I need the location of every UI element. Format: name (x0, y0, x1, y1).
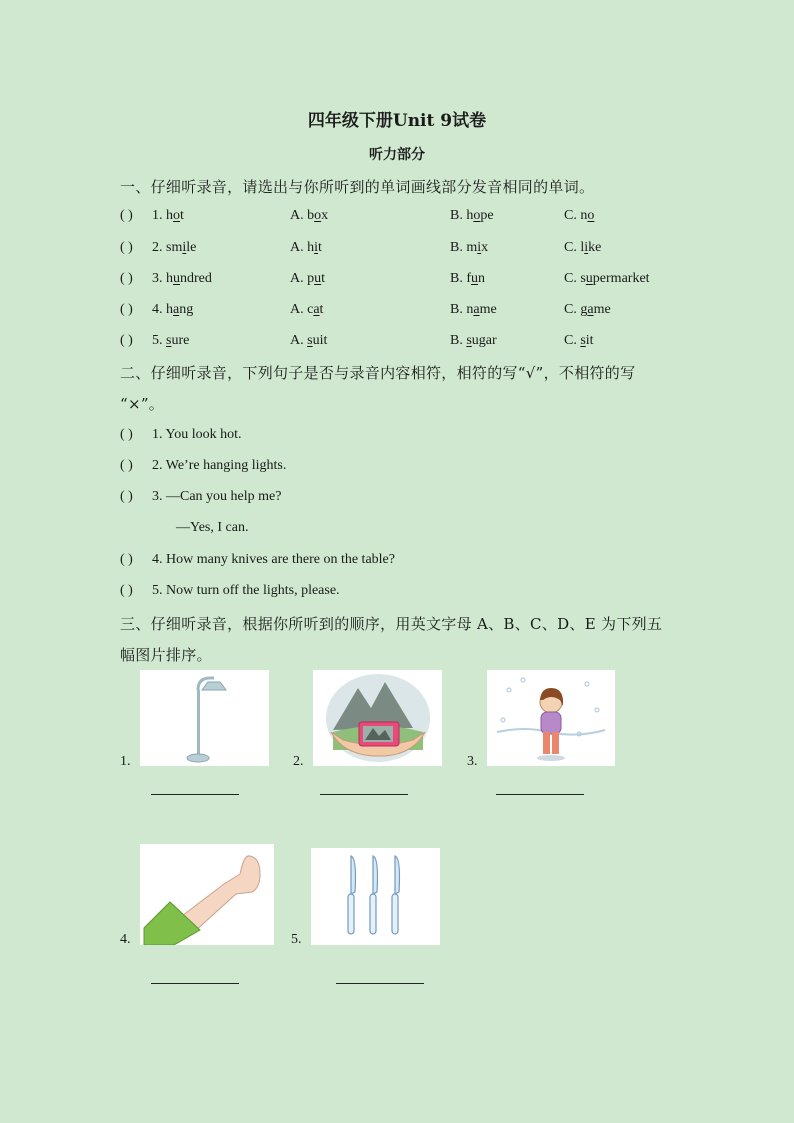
page-title: 四年级下册Unit 9试卷 (307, 111, 487, 131)
underlined-letter: i (477, 240, 482, 255)
question-word (152, 240, 196, 256)
question-word (152, 302, 193, 318)
section1-instruction: 一、仔细听录音，请选出与你所听到的单词画线部分发音相同的单词。 (120, 178, 595, 196)
picture-1 (140, 670, 269, 766)
option-b (450, 240, 488, 256)
option-c (564, 333, 594, 349)
underlined-letter: s (580, 333, 586, 348)
word-part: me (593, 302, 611, 317)
option-a (290, 333, 327, 349)
question-number: 4. (152, 302, 163, 317)
option-c (564, 240, 601, 256)
picture-label: 4. (120, 932, 131, 947)
s2-sentence: 4. How many knives are there on the table? (152, 552, 395, 567)
answer-paren[interactable]: ( ) (120, 333, 133, 348)
word-part: A. h (290, 240, 315, 255)
word-part: ndred (180, 271, 212, 286)
s2-paren: ( ) (120, 427, 133, 442)
option-c (564, 271, 650, 287)
answer-paren[interactable]: ( ) (120, 271, 133, 286)
underlined-letter: u (314, 271, 322, 286)
option-b (450, 333, 497, 349)
question-number: 3. (152, 271, 163, 286)
section2-instruction-line2: “×”。 (120, 395, 165, 413)
word-part: le (186, 240, 197, 255)
answer-blank-5[interactable] (336, 983, 424, 984)
word-part: t (319, 302, 324, 317)
underlined-letter: a (313, 302, 320, 317)
picture-3 (487, 670, 615, 766)
underlined-letter: i (314, 240, 319, 255)
word-part: h (166, 302, 173, 317)
word-part: sm (166, 240, 183, 255)
word-part: B. (450, 333, 467, 348)
answer-blank-1[interactable] (151, 794, 239, 795)
s2-paren: ( ) (120, 552, 133, 567)
word-part: C. s (564, 271, 586, 286)
word-part: A. b (290, 208, 315, 223)
question-number: 2. (152, 240, 163, 255)
option-b (450, 302, 497, 318)
answer-paren[interactable]: ( ) (120, 302, 133, 317)
underlined-letter: o (587, 208, 595, 223)
answer-blank-3[interactable] (496, 794, 584, 795)
word-part: ure (171, 333, 190, 348)
picture-4 (140, 844, 274, 945)
word-part: permarket (592, 271, 650, 286)
question-word (152, 271, 212, 287)
underlined-letter: a (173, 302, 180, 317)
s2-reply: —Yes, I can. (176, 520, 249, 535)
option-a (290, 302, 323, 318)
answer-blank-4[interactable] (151, 983, 239, 984)
answer-paren[interactable]: ( ) (120, 208, 133, 223)
picture-2 (313, 670, 442, 766)
word-part: B. n (450, 302, 474, 317)
word-part: t (180, 208, 184, 223)
word-part: ugar (471, 333, 497, 348)
option-b (450, 208, 494, 224)
word-part: ng (179, 302, 194, 317)
picture-label: 3. (467, 754, 478, 769)
underlined-letter: o (473, 208, 481, 223)
picture-label: 5. (291, 932, 302, 947)
picture-label: 2. (293, 754, 304, 769)
word-part: t (321, 271, 326, 286)
word-part: B. m (450, 240, 478, 255)
word-part: C. g (564, 302, 588, 317)
underlined-letter: u (173, 271, 180, 286)
picture-label: 1. (120, 754, 131, 769)
underlined-letter: a (587, 302, 594, 317)
s2-paren: ( ) (120, 458, 133, 473)
s2-sentence: 2. We’re hanging lights. (152, 458, 287, 473)
s2-paren: ( ) (120, 583, 133, 598)
shower-icon (140, 670, 269, 766)
underlined-letter: s (307, 333, 313, 348)
answer-blank-2[interactable] (320, 794, 408, 795)
section2-instruction-line1: 二、仔细听录音，下列句子是否与录音内容相符，相符的写“√”，不相符的写 (120, 364, 636, 382)
underlined-letter: s (166, 333, 172, 348)
question-word (152, 208, 184, 224)
word-part: h (166, 208, 173, 223)
s2-sentence: 3. —Can you help me? (152, 489, 282, 504)
word-part: A. p (290, 271, 315, 286)
option-c (564, 302, 611, 318)
question-number: 5. (152, 333, 163, 348)
word-part: A. (290, 333, 308, 348)
picture-5 (311, 848, 440, 945)
question-number: 1. (152, 208, 163, 223)
section-subtitle: 听力部分 (369, 147, 425, 163)
section3-instruction-line1: 三、仔细听录音，根据你所听到的顺序，用英文字母 A、B、C、D、E 为下列五 (120, 615, 663, 633)
word-part: C. n (564, 208, 588, 223)
option-a (290, 208, 328, 224)
s2-sentence: 1. You look hot. (152, 427, 242, 442)
word-part: h (166, 271, 173, 286)
s2-paren: ( ) (120, 489, 133, 504)
answer-paren[interactable]: ( ) (120, 240, 133, 255)
section3-instruction-line2: 幅图片排序。 (120, 646, 212, 664)
underlined-letter: u (471, 271, 478, 286)
word-part: n (478, 271, 485, 286)
underlined-letter: i (584, 240, 589, 255)
word-part: it (585, 333, 594, 348)
word-part: B. h (450, 208, 474, 223)
underlined-letter: u (585, 271, 593, 286)
word-part: x (481, 240, 489, 255)
word-part: uit (312, 333, 328, 348)
leg-foot-icon (140, 844, 274, 945)
knives-icon (311, 848, 440, 945)
word-part: B. f (450, 271, 471, 286)
word-part: t (318, 240, 322, 255)
underlined-letter: a (473, 302, 480, 317)
underlined-letter: o (314, 208, 322, 223)
cold-girl-icon (487, 670, 615, 766)
option-a (290, 271, 325, 287)
underlined-letter: i (182, 240, 187, 255)
word-part: C. l (564, 240, 585, 255)
s2-sentence: 5. Now turn off the lights, please. (152, 583, 340, 598)
question-word (152, 333, 189, 349)
word-part: me (479, 302, 497, 317)
word-part: pe (480, 208, 494, 223)
camera-photo-icon (313, 670, 442, 766)
option-c (564, 208, 594, 224)
word-part: x (321, 208, 329, 223)
word-part: C. (564, 333, 581, 348)
word-part: A. c (290, 302, 314, 317)
word-part: ke (588, 240, 602, 255)
option-a (290, 240, 322, 256)
underlined-letter: o (173, 208, 180, 223)
option-b (450, 271, 485, 287)
underlined-letter: s (466, 333, 472, 348)
